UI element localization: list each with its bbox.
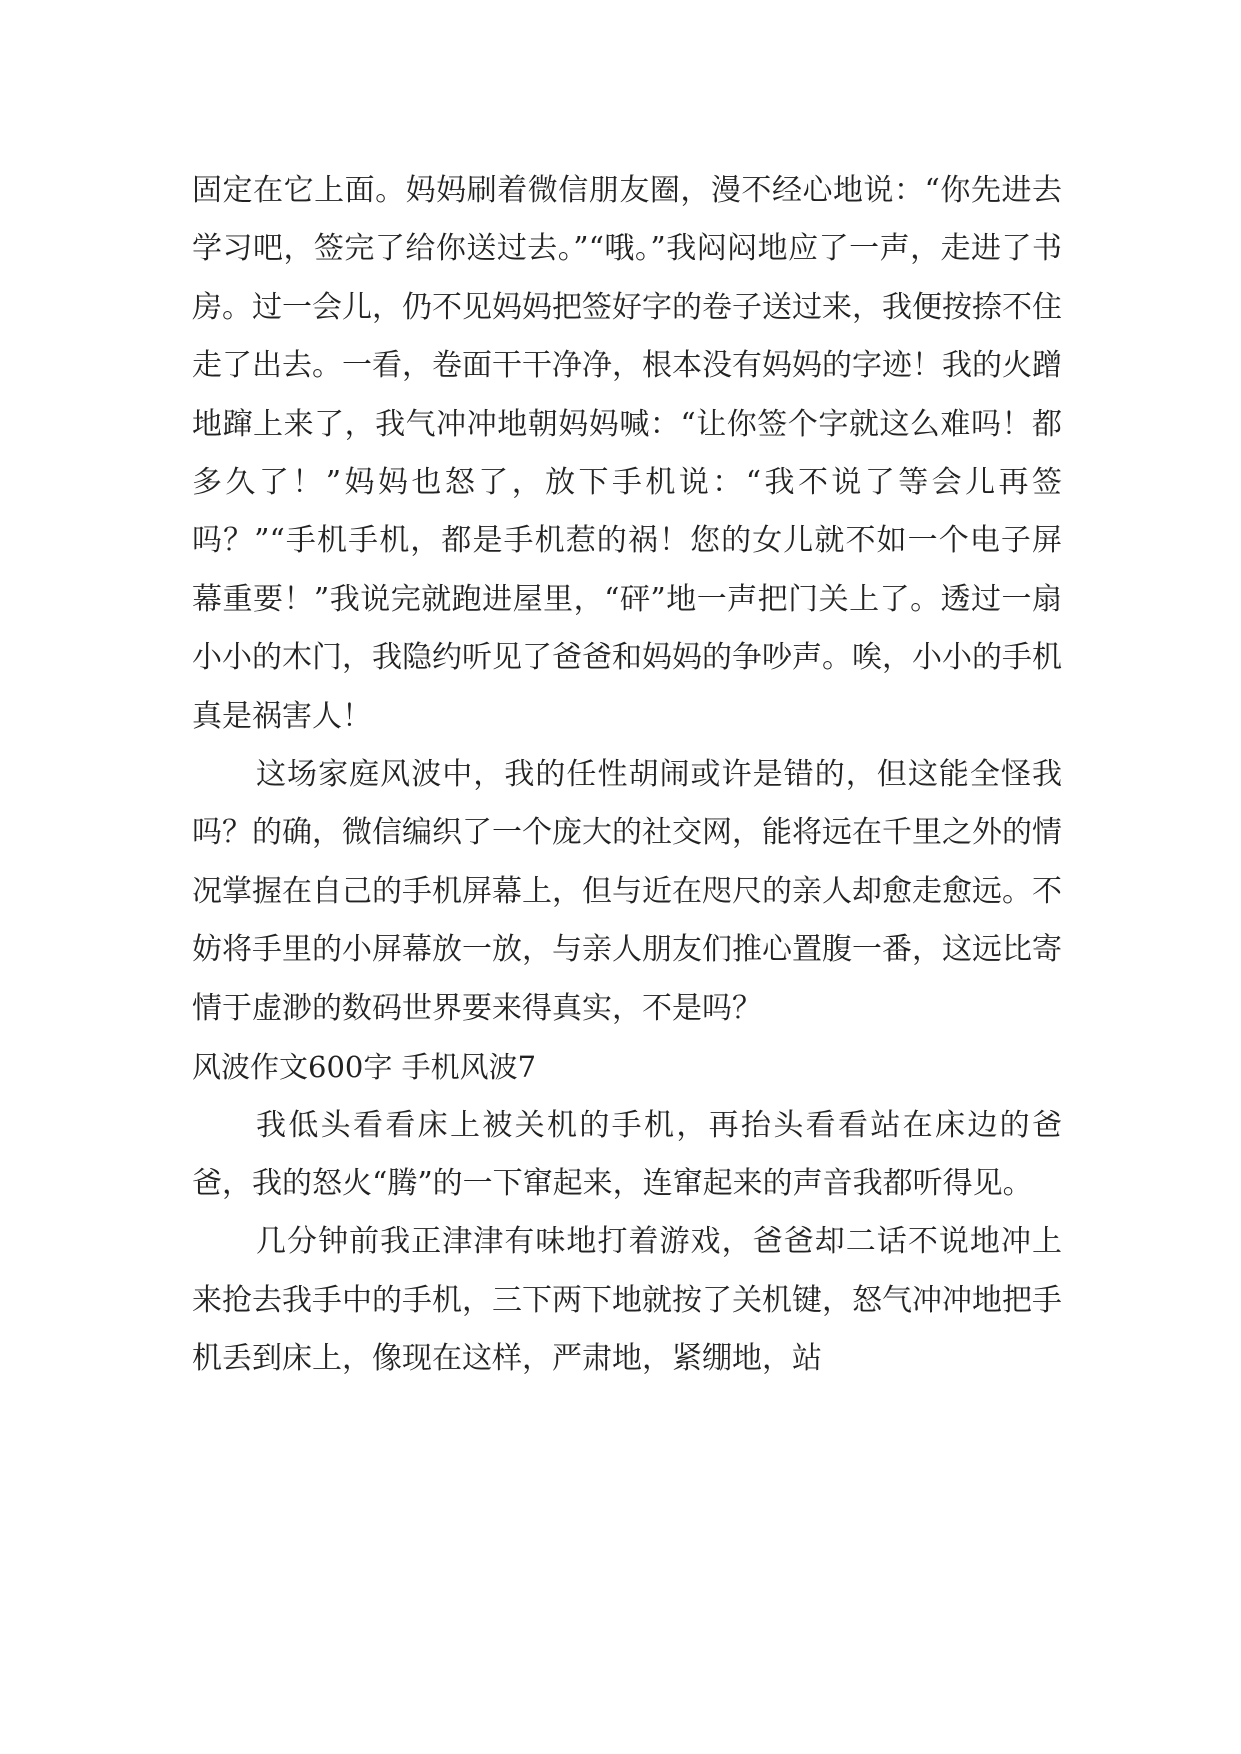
paragraph: 这场家庭风波中，我的任性胡闹或许是错的，但这能全怪我吗？的确，微信编织了一个庞大的社交网，能将远在千里之外的情况掌握在自己的手机屏幕上，但与近在咫尺的亲人却愈走愈远。不妨将手里的小屏幕放一放，与亲人朋友们推心置腹一番，这远比寄情于虚渺的数码世界要来得真实，不是吗？: [192, 757, 1062, 1026]
paragraph: 我低头看看床上被关机的手机，再抬头看看站在床边的爸爸，我的怒火“腾”的一下窜起来，连窜起来的声音我都听得见。: [192, 1107, 1062, 1201]
section-heading: 风波作文600字 手机风波7: [192, 1050, 537, 1085]
paragraph-continued: 固定在它上面。妈妈刷着微信朋友圈，漫不经心地说：“你先进去学习吧，签完了给你送过去。”“哦。”我闷闷地应了一声，走进了书房。过一会儿，仍不见妈妈把签好字的卷子送过来，我便按捺不住走了出去。一看，卷面干干净净，根本没有妈妈的字迹！我的火蹭地蹿上来了，我气冲冲地朝妈妈喊：“让你签个字就这么难吗！都多久了！”妈妈也怒了，放下手机说：“我不说了等会儿再签吗？”“手机手机，都是手机惹的祸！您的女儿就不如一个电子屏幕重要！”我说完就跑进屋里，“砰”地一声把门关上了。透过一扇小小的木门，我隐约听见了爸爸和妈妈的争吵声。唉，小小的手机真是祸害人！: [192, 173, 1062, 734]
document-body: [192, 162, 1062, 1389]
paragraph: 几分钟前我正津津有味地打着游戏，爸爸却二话不说地冲上来抢去我手中的手机，三下两下地就按了关机键，怒气冲冲地把手机丢到床上，像现在这样，严肃地，紧绷地，站: [192, 1224, 1062, 1377]
